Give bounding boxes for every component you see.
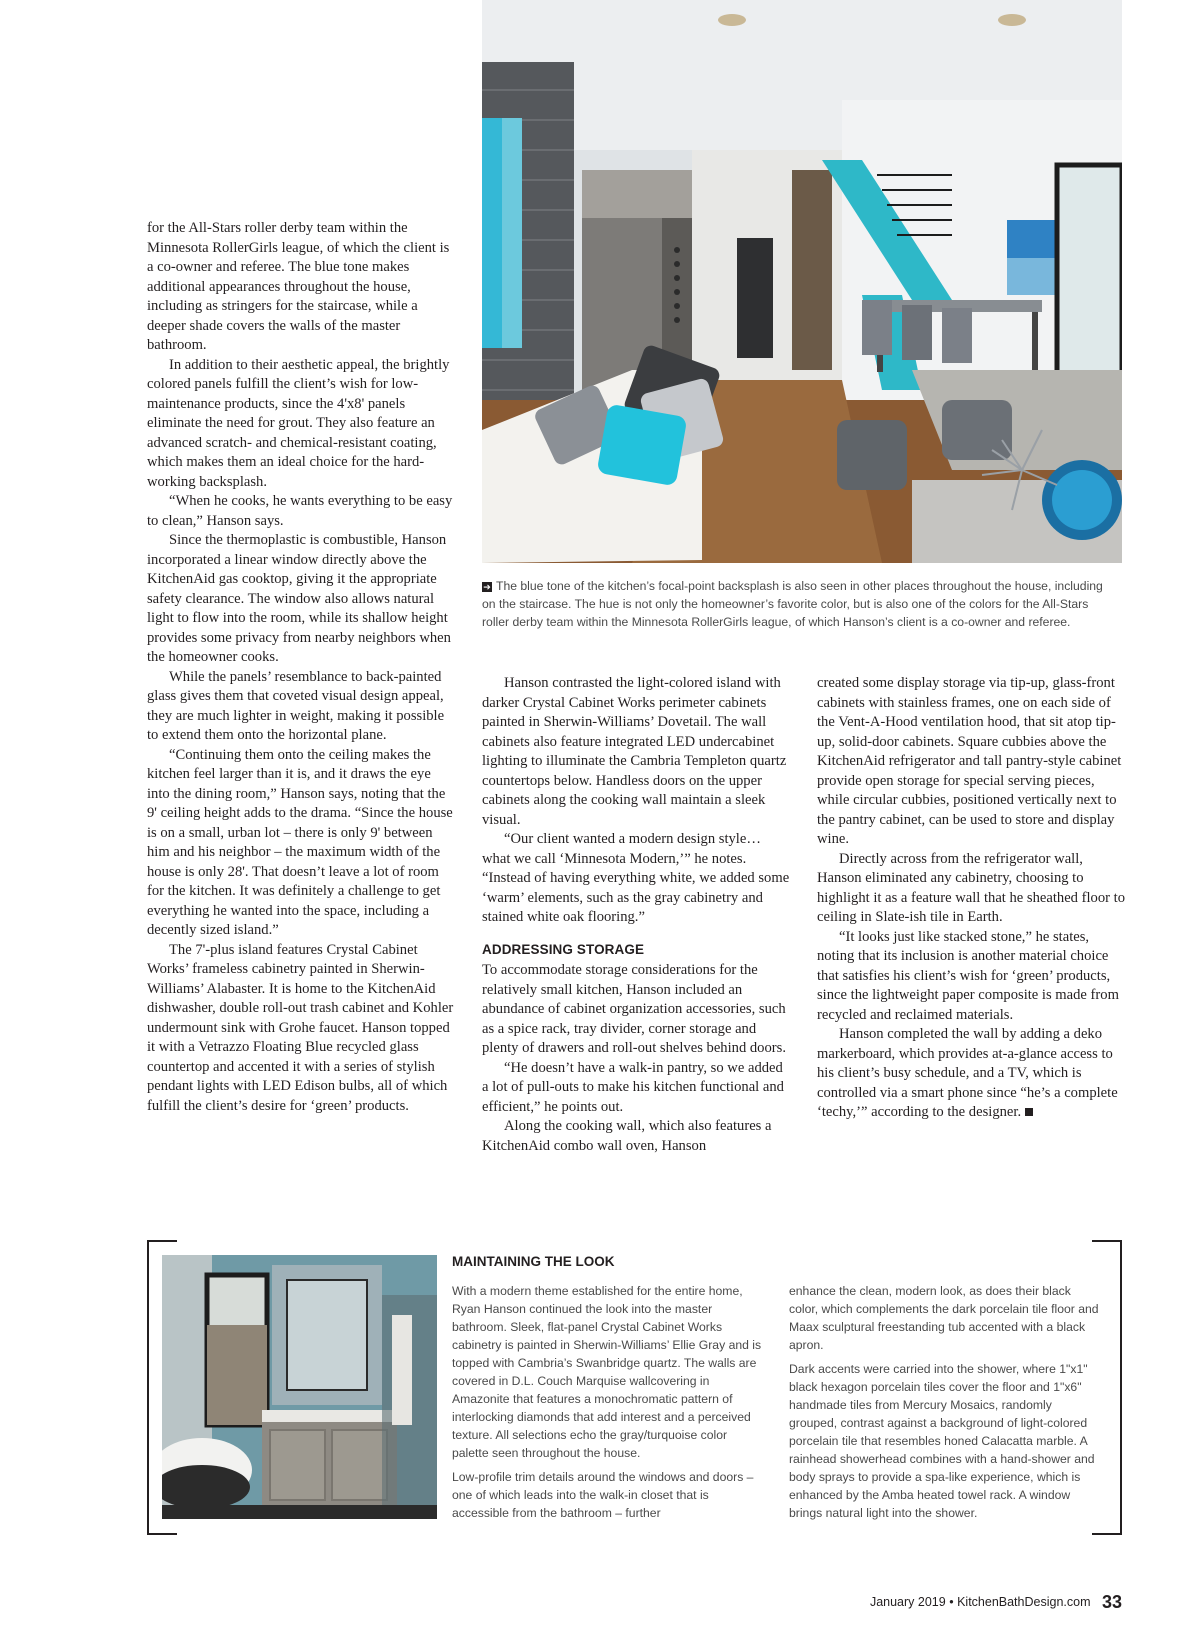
paragraph: enhance the clean, modern look, as does their black color, which complements the dark porcelain tile floor and Maax sculptural freestanding tub accented with a black apron. [789,1284,1099,1352]
frame-line [147,1533,177,1535]
caption-arrow-icon: ➔ [483,582,491,592]
sidebar-maintaining-the-look [147,1240,1122,1535]
paragraph: “When he cooks, he wants everything to be easy to clean,” Hanson says. [147,493,453,529]
paragraph: created some display storage via tip-up, glass-front cabinets with stainless frames, one on each side of the Vent-A-Hood ventilation hood, that sit atop tip-up, solid-door cabinets. Square cubbies above the KitchenAid refrigerator and tall pantry-style cabinet provide open storage for special serving pieces, while circular cubbies, positioned vertically next to the pantry cabinet, can be used to store and display wine. [817,675,1122,847]
article-column-1 [147,219,454,1116]
paragraph: Since the thermoplastic is combustible, Hanson incorporated a linear window directly above the KitchenAid gas cooktop, giving it the appropriate safety clearance. The window also allows natural light to flow into the room, while its shallow height provides some privacy from nearby neighbors when the homeowner cooks. [147,532,451,665]
paragraph: In addition to their aesthetic appeal, the brightly colored panels fulfill the client’s wish for low-maintenance products, since the 4'x8' panels eliminate the need for grout. They also feature an advanced scratch- and chemical-resistant coating, which makes them an ideal choice for the hard-working backsplash. [147,356,450,490]
page-number: 33 [1101,1592,1122,1612]
page-footer [870,1592,1122,1613]
kitchen-dining-photo [482,0,1122,563]
sidebar-column-1 [452,1282,764,1528]
paragraph: Directly across from the refrigerator wall, Hanson eliminated any cabinetry, choosing to highlight it as a feature wall that he sheathed floor to ceiling in Slate-ish tile in Earth. [817,850,1125,925]
caption-text: The blue tone of the kitchen’s focal-point backsplash is also seen in other places throughout the house, including on the staircase. The hue is not only the homeowner’s favorite color, but is also one of the colors for the All-Stars roller derby team within the Minnesota RollerGirls league, of which Hanson’s client is a co-owner and referee. [482,579,1103,629]
paragraph: The 7'-plus island features Crystal Cabinet Works’ frameless cabinetry painted in Sherwin-Williams’ Alabaster. It is home to the KitchenAid dishwasher, double roll-out trash cabinet and Kohler undermount sink with Grohe faucet. Hanson topped it with a Vetrazzo Floating Blue recycled glass countertop and accented it with a series of stylish pendant lights with LED Edison bulbs, all of which fulfill the client’s desire for ‘green’ products. [147,941,454,1114]
paragraph: “It looks just like stacked stone,” he states, noting that its inclusion is another material choice that satisfies his client’s wish for ‘green’ products, since the lightweight paper composite is made from recycled and reclaimed materials. [817,928,1119,1023]
paragraph: “Continuing them onto the ceiling makes the kitchen feel larger than it is, and it draws the eye into the dining room,” Hanson says, noting that the 9' ceiling height adds to the drama. “Since the house is on a small, urban lot – there is only 9' between him and his neighbor – the maximum width of the house is only 28'. That doesn’t leave a lot of room for the kitchen. It was definitely a challenge to get everything he wanted into the space, including a decently sized island.” [147,746,453,938]
paragraph: “He doesn’t have a walk-in pantry, so we added a lot of pull-outs to make his kitchen functional and efficient,” he points out. [482,1059,784,1115]
frame-line [1092,1240,1122,1242]
article-column-3 [817,674,1125,1123]
frame-line [147,1240,149,1535]
master-bathroom-photo [162,1255,437,1519]
paragraph: Along the cooking wall, which also features a KitchenAid combo wall oven, Hanson [482,1118,772,1154]
paragraph: “Our client wanted a modern design style… what we call ‘Minnesota Modern,’” he notes. “Instead of having everything white, we added some ‘warm’ elements, such as the gray cabinetry and stained white oak flooring.” [482,831,790,925]
end-mark-icon [1025,1108,1033,1116]
frame-line [1092,1533,1122,1535]
paragraph: With a modern theme established for the entire home, Ryan Hanson continued the look into the master bathroom. Sleek, flat-panel Crystal Cabinet Works cabinetry is painted in Sherwin-Williams’ Ellie Gray and is topped with Cambria’s Swanbridge quartz. The walls are covered in D.L. Couch Marquise wallcovering in Amazonite that features a monochromatic pattern of interlocking diamonds that add interest and a perceived texture. All selections echo the gray/turquoise color palette seen throughout the house. [452,1284,762,1460]
frame-line [147,1240,177,1242]
photo-caption [482,577,1118,631]
paragraph: Low-profile trim details around the windows and doors – one of which leads into the walk-in closet that is accessible from the bathroom – further [452,1470,754,1520]
sidebar-title: MAINTAINING THE LOOK [452,1254,615,1269]
paragraph [817,1025,1125,1123]
article-column-2 [482,674,790,1156]
section-heading: ADDRESSING STORAGE [482,941,645,957]
paragraph: for the All-Stars roller derby team within the Minnesota RollerGirls league, of which the client is a co-owner and referee. The blue tone makes additional appearances throughout the house, including as stringers for the staircase, while a deeper shade covers the walls of the master bathroom. [147,220,450,353]
footer-separator: • [949,1595,954,1609]
paragraph-text: Hanson completed the wall by adding a deko markerboard, which provides at-a-glance access to his client’s busy schedule, and a TV, which is controlled via a smart phone since “he’s a complete ‘techy,’” according to the designer. [817,1026,1118,1120]
paragraph: While the panels’ resemblance to back-painted glass gives them that coveted visual design appeal, they are much lighter in weight, making it possible to extend them onto the horizontal plane. [147,668,445,743]
paragraph: Hanson contrasted the light-colored island with darker Crystal Cabinet Works perimeter cabinets painted in Sherwin-Williams’ Dovetail. The wall cabinets also feature integrated LED undercabinet lighting to illuminate the Cambria Templeton quartz countertops below. Handless doors on the upper cabinets along the cooking wall maintain a sleek visual. [482,675,787,828]
website: KitchenBathDesign.com [957,1595,1091,1609]
paragraph: Dark accents were carried into the shower, where 1"x1" black hexagon porcelain tiles cover the floor and 1"x6" handmade tiles from Mercury Mosaics, randomly grouped, contrast against a background of light-colored porcelain tile that resembles honed Calacatta marble. A rainhead showerhead combines with a hand-shower and body sprays to provide a spa-like experience, which is enhanced by the Amba heated towel rack. A window brings natural light into the shower. [789,1362,1095,1520]
sidebar-column-2 [789,1282,1101,1528]
issue-date: January 2019 [869,1595,946,1609]
frame-line [1120,1240,1122,1535]
paragraph: To accommodate storage considerations for the relatively small kitchen, Hanson included an abundance of cabinet organization accessories, such as a spice rack, tray divider, corner storage and plenty of drawers and roll-out shelves behind doors. [482,962,786,1056]
